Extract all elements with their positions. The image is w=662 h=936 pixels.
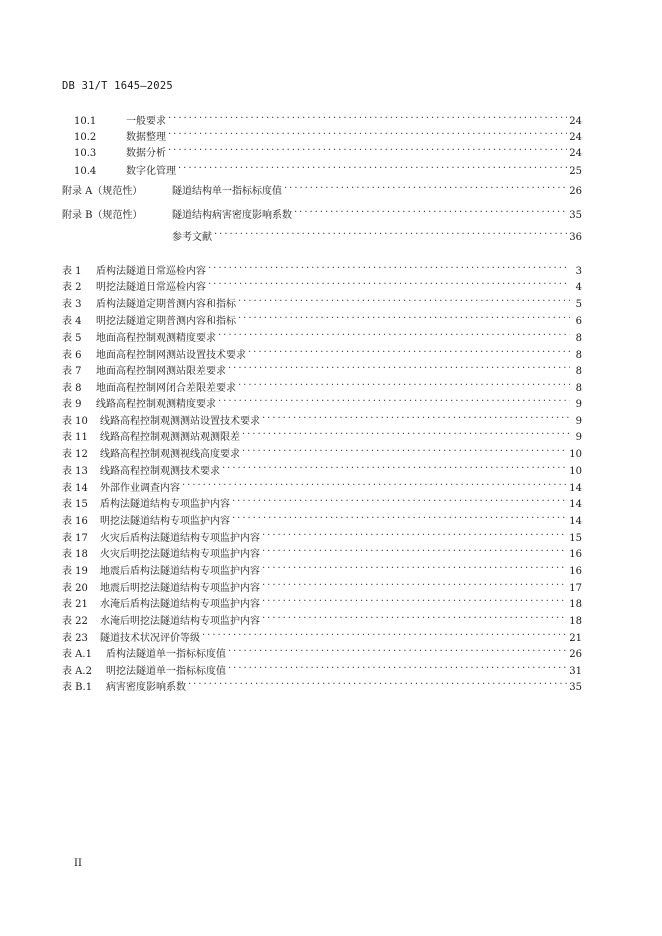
toc-leader-dots xyxy=(182,475,567,491)
document-header: DB 31/T 1645—2025 xyxy=(62,80,173,92)
toc-leader-dots xyxy=(262,608,567,624)
toc-leader-dots xyxy=(294,202,567,218)
toc-entry[interactable] xyxy=(62,641,582,660)
toc-entry-title: 地面高程控制网闭合差限差要求 xyxy=(96,383,236,394)
toc-entry-page: 18 xyxy=(569,616,582,627)
toc-entry-title: 明挖法隧道日常巡检内容 xyxy=(96,282,206,293)
toc-entry[interactable] xyxy=(62,291,582,310)
toc-entry-page: 14 xyxy=(569,483,582,494)
toc-entry[interactable] xyxy=(62,342,582,361)
toc-entry-title: 隧道结构病害密度影响系数 xyxy=(172,210,292,221)
toc-entry-page: 24 xyxy=(569,132,582,143)
toc-entry-page: 16 xyxy=(569,549,582,560)
toc-entry-title: 明挖法隧道结构专项监护内容 xyxy=(100,516,230,527)
toc-entry-number: 表 3 xyxy=(62,299,82,310)
toc-entry-title: 隧道结构单一指标标度值 xyxy=(172,186,282,197)
toc-leader-dots xyxy=(262,408,570,424)
toc-entry-number: 表 A.2 xyxy=(62,666,92,677)
toc-entry-number: 表 16 xyxy=(62,516,88,527)
toc-entry-page: 17 xyxy=(569,583,582,594)
toc-entry-title: 地震后盾构法隧道结构专项监护内容 xyxy=(100,566,260,577)
toc-leader-dots xyxy=(232,508,567,524)
toc-entry-page: 8 xyxy=(575,333,582,344)
toc-entry[interactable] xyxy=(62,202,582,221)
toc-entry-number: 表 13 xyxy=(62,466,88,477)
toc-entry[interactable] xyxy=(62,358,582,377)
toc-entry-number: 表 18 xyxy=(62,549,88,560)
toc-entry-number: 表 7 xyxy=(62,366,82,377)
toc-entry[interactable] xyxy=(62,625,582,644)
toc-leader-dots xyxy=(262,541,567,557)
toc-entry-title: 盾构法隧道日常巡检内容 xyxy=(96,266,206,277)
toc-entry[interactable] xyxy=(62,325,582,344)
toc-entry-title: 病害密度影响系数 xyxy=(106,682,186,693)
toc-entry-page: 9 xyxy=(575,416,582,427)
toc-entry-number: 表 15 xyxy=(62,499,88,510)
toc-entry[interactable] xyxy=(62,658,582,677)
toc-leader-dots xyxy=(168,108,567,124)
toc-leader-dots xyxy=(178,158,567,174)
toc-entry-number: 表 21 xyxy=(62,599,88,610)
toc-entry-number: 表 12 xyxy=(62,449,88,460)
toc-entry-page: 24 xyxy=(569,116,582,127)
toc-entry-number: 附录 A（规范性） xyxy=(62,186,143,197)
toc-entry-page: 8 xyxy=(575,383,582,394)
toc-entry-number: 表 B.1 xyxy=(62,682,93,693)
toc-leader-dots xyxy=(238,291,570,307)
toc-entry-page: 10 xyxy=(569,466,582,477)
toc-entry-page: 36 xyxy=(569,232,582,243)
toc-leader-dots xyxy=(262,575,567,591)
toc-leader-dots xyxy=(218,391,570,407)
toc-entry-page: 9 xyxy=(575,432,582,443)
toc-entry[interactable] xyxy=(62,558,582,577)
toc-entry[interactable] xyxy=(62,508,582,527)
toc-entry-page: 25 xyxy=(569,166,582,177)
page-number: II xyxy=(74,858,82,869)
toc-entry-title: 隧道技术状况评价等级 xyxy=(100,633,200,644)
toc-entry-title: 盾构法隧道结构专项监护内容 xyxy=(100,499,230,510)
toc-entry-number: 表 17 xyxy=(62,533,88,544)
toc-entry[interactable] xyxy=(62,475,582,494)
toc-entry-title: 地面高程控制网测站限差要求 xyxy=(96,366,226,377)
toc-leader-dots xyxy=(208,274,570,290)
toc-entry-number: 附录 B（规范性） xyxy=(62,210,143,221)
toc-entry-number: 10.3 xyxy=(74,148,97,159)
toc-entry[interactable] xyxy=(62,674,582,693)
toc-entry-page: 24 xyxy=(569,148,582,159)
toc-leader-dots xyxy=(262,525,567,541)
toc-entry-title: 数据分析 xyxy=(126,148,166,159)
toc-entry[interactable] xyxy=(62,408,582,427)
toc-leader-dots xyxy=(238,308,570,324)
toc-entry[interactable] xyxy=(62,108,582,127)
toc-leader-dots xyxy=(248,342,570,358)
toc-entry-number: 表 19 xyxy=(62,566,88,577)
toc-entry-title: 明挖法隧道单一指标标度值 xyxy=(106,666,226,677)
toc-leader-dots xyxy=(208,258,570,274)
toc-entry-title: 盾构法隧道定期普测内容和指标 xyxy=(96,299,236,310)
toc-entry-number: 表 14 xyxy=(62,483,88,494)
toc-leader-dots xyxy=(262,591,567,607)
toc-leader-dots xyxy=(242,424,570,440)
toc-entry-page: 3 xyxy=(575,266,582,277)
toc-entry-title: 盾构法隧道单一指标标度值 xyxy=(106,649,226,660)
toc-entry[interactable] xyxy=(62,124,582,143)
toc-entry-number: 表 4 xyxy=(62,316,82,327)
toc-entry-title: 水淹后明挖法隧道结构专项监护内容 xyxy=(100,616,260,627)
toc-entry-page: 8 xyxy=(575,366,582,377)
toc-entry-title: 一般要求 xyxy=(126,116,166,127)
toc-entry[interactable] xyxy=(62,424,582,443)
toc-entry-page: 5 xyxy=(575,299,582,310)
toc-entry-page: 14 xyxy=(569,516,582,527)
toc-entry-number: 表 5 xyxy=(62,333,82,344)
toc-leader-dots xyxy=(202,625,567,641)
toc-entry[interactable] xyxy=(62,591,582,610)
toc-entry-title: 数据整理 xyxy=(126,132,166,143)
toc-leader-dots xyxy=(168,140,567,156)
toc-entry-page: 31 xyxy=(569,666,582,677)
toc-leader-dots xyxy=(228,358,570,374)
toc-entry-number: 表 23 xyxy=(62,633,88,644)
toc-entry-title: 线路高程控制观测技术要求 xyxy=(100,466,220,477)
toc-entry-title: 火灾后盾构法隧道结构专项监护内容 xyxy=(100,533,260,544)
toc-entry-number: 表 10 xyxy=(62,416,88,427)
toc-entry-title: 线路高程控制观测视线高度要求 xyxy=(100,449,240,460)
toc-leader-dots xyxy=(168,124,567,140)
toc-entry[interactable] xyxy=(62,541,582,560)
toc-entry[interactable] xyxy=(62,608,582,627)
toc-entry[interactable] xyxy=(62,458,582,477)
toc-entry-page: 18 xyxy=(569,599,582,610)
toc-entry[interactable] xyxy=(62,391,582,410)
toc-entry-number: 10.4 xyxy=(74,166,97,177)
toc-entry-page: 35 xyxy=(569,210,582,221)
toc-entry-number: 表 22 xyxy=(62,616,88,627)
toc-entry-page: 8 xyxy=(575,350,582,361)
toc-entry-number: 表 1 xyxy=(62,266,82,277)
toc-entry-page: 26 xyxy=(569,186,582,197)
toc-leader-dots xyxy=(188,674,567,690)
toc-entry-title: 水淹后盾构法隧道结构专项监护内容 xyxy=(100,599,260,610)
toc-leader-dots xyxy=(222,458,567,474)
toc-entry[interactable] xyxy=(62,375,582,394)
toc-entry-title: 火灾后明挖法隧道结构专项监护内容 xyxy=(100,549,260,560)
toc-entry[interactable] xyxy=(62,308,582,327)
toc-entry-title: 参考文献 xyxy=(172,232,212,243)
toc-leader-dots xyxy=(228,641,567,657)
toc-entry-title: 数字化管理 xyxy=(126,166,176,177)
toc-entry-number: 10.2 xyxy=(74,132,97,143)
toc-entry[interactable] xyxy=(62,525,582,544)
toc-leader-dots xyxy=(218,325,570,341)
toc-entry[interactable] xyxy=(62,224,582,243)
toc-entry-page: 9 xyxy=(575,399,582,410)
toc-entry[interactable] xyxy=(62,441,582,460)
toc-entry[interactable] xyxy=(62,158,582,177)
toc-entry-page: 14 xyxy=(569,499,582,510)
toc-leader-dots xyxy=(214,224,567,240)
toc-entry[interactable] xyxy=(62,274,582,293)
toc-entry-title: 地面高程控制观测精度要求 xyxy=(96,333,216,344)
toc-entry-page: 21 xyxy=(569,633,582,644)
toc-leader-dots xyxy=(284,178,567,194)
toc-entry-title: 线路高程控制观测测站设置技术要求 xyxy=(100,416,260,427)
toc-entry-page: 4 xyxy=(575,282,582,293)
toc-entry-number: 表 11 xyxy=(62,432,88,443)
toc-entry-title: 地震后明挖法隧道结构专项监护内容 xyxy=(100,583,260,594)
toc-entry-title: 线路高程控制观测测站观测限差 xyxy=(100,432,240,443)
toc-entry-page: 6 xyxy=(575,316,582,327)
toc-entry-number: 表 2 xyxy=(62,282,82,293)
toc-entry-number: 表 9 xyxy=(62,399,82,410)
toc-entry-number: 表 6 xyxy=(62,350,82,361)
toc-entry-number: 表 20 xyxy=(62,583,88,594)
toc-entry-number: 表 A.1 xyxy=(62,649,92,660)
toc-entry-title: 地面高程控制网测站设置技术要求 xyxy=(96,350,246,361)
toc-entry-title: 明挖法隧道定期普测内容和指标 xyxy=(96,316,236,327)
toc-entry[interactable] xyxy=(62,178,582,197)
toc-entry[interactable] xyxy=(62,491,582,510)
toc-leader-dots xyxy=(242,441,567,457)
toc-leader-dots xyxy=(238,375,570,391)
toc-entry-page: 15 xyxy=(569,533,582,544)
toc-entry[interactable] xyxy=(62,140,582,159)
toc-leader-dots xyxy=(232,491,567,507)
toc-entry[interactable] xyxy=(62,258,582,277)
toc-entry-page: 26 xyxy=(569,649,582,660)
toc-entry[interactable] xyxy=(62,575,582,594)
toc-entry-page: 10 xyxy=(569,449,582,460)
toc-entry-title: 外部作业调查内容 xyxy=(100,483,180,494)
toc-entry-number: 10.1 xyxy=(74,116,97,127)
toc-leader-dots xyxy=(228,658,567,674)
toc-entry-number: 表 8 xyxy=(62,383,82,394)
toc-entry-page: 35 xyxy=(569,682,582,693)
toc-leader-dots xyxy=(262,558,567,574)
toc-entry-title: 线路高程控制观测精度要求 xyxy=(96,399,216,410)
toc-entry-page: 16 xyxy=(569,566,582,577)
